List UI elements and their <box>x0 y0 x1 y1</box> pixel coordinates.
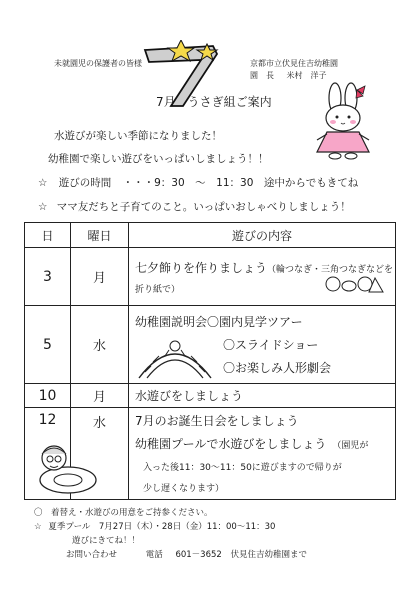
content-cell <box>129 408 396 500</box>
footer-invite: 遊びにきてね！！ <box>72 536 141 546</box>
star-icon: ☆ <box>38 177 48 189</box>
activity-note: 少し遅くなります） <box>143 484 225 494</box>
activity-text: 水遊びをしましょう <box>135 389 244 403</box>
rabbit-illustration <box>305 80 393 160</box>
weekday-cell: 月 <box>71 384 129 408</box>
time-value: ・・・9：30 ～ 11：30 途中からでもきてね <box>122 177 359 189</box>
activity-text: 〇お楽しみ人形劇会 <box>223 361 332 375</box>
tel-note: 伏見住吉幼稚園まで <box>230 550 308 560</box>
day-cell: 12 <box>25 408 71 500</box>
header-content: 遊びの内容 <box>129 223 396 248</box>
day-cell: 3 <box>25 248 71 306</box>
footer-note: 〇 着替え・水遊びの用意をご持参ください。 <box>34 508 213 518</box>
day-cell: 10 <box>25 384 71 408</box>
school-name: 京都市立伏見住吉幼稚園 <box>250 59 338 68</box>
slide-illustration <box>135 336 215 380</box>
tel-label: 電話 <box>145 550 163 560</box>
table-row <box>25 306 396 384</box>
activity-text: 七夕飾りを作りましょう <box>135 260 268 275</box>
principal-name: 米村 洋子 <box>286 71 327 80</box>
swim-ring-illustration <box>34 442 100 496</box>
chat-note: ママ友だちと子育てのこと。いっぱいおしゃべりしましょう！ <box>56 201 351 213</box>
activity-text: 〇スライドショー <box>223 338 319 352</box>
paper-chain-illustration <box>325 274 385 300</box>
principal-title: 園 長 <box>250 71 274 80</box>
activity-text: 幼稚園説明会〇園内見学ツアー <box>135 315 303 329</box>
star-icon: ☆ <box>34 522 42 532</box>
time-label: 遊びの時間 <box>58 177 112 189</box>
content-cell <box>129 306 396 384</box>
activity-note: （輪つなぎ・三角つなぎなどを <box>267 264 394 275</box>
table-header-row <box>25 223 396 248</box>
page-title: 7月 うさぎ組ご案内 <box>156 95 272 109</box>
intro-line-2: 幼稚園で楽しい遊びをいっぱいしましょう！！ <box>48 153 269 165</box>
activity-note: （園児が <box>332 441 369 451</box>
activity-text: 幼稚園プールで水遊びをしましょう <box>135 437 327 451</box>
table-row <box>25 384 396 408</box>
tel-number: 601－3652 <box>175 550 222 560</box>
weekday-cell: 水 <box>71 306 129 384</box>
activity-note: 折り紙で） <box>135 284 181 295</box>
intro-line-1: 水遊びが楽しい季節になりました！ <box>54 130 222 142</box>
weekday-cell: 月 <box>71 248 129 306</box>
header-weekday: 曜日 <box>71 223 129 248</box>
weekday-cell: 水 <box>71 408 129 500</box>
table-row <box>25 248 396 306</box>
contact-label: お問い合わせ <box>66 550 118 560</box>
day-cell: 5 <box>25 306 71 384</box>
star-icon: ☆ <box>38 201 48 213</box>
header-day: 日 <box>25 223 71 248</box>
content-cell <box>129 248 396 306</box>
summer-pool-info: 夏季プール 7月27日（木）・28日（金）11：00～11：30 <box>48 522 276 532</box>
activity-note: 入った後11：30～11：50に遊びますので帰りが <box>143 463 342 473</box>
content-cell <box>129 384 396 408</box>
activity-text: 7月のお誕生日会をしましょう <box>135 414 299 428</box>
recipient-text: 未就園児の保護者の皆様 <box>54 59 142 68</box>
